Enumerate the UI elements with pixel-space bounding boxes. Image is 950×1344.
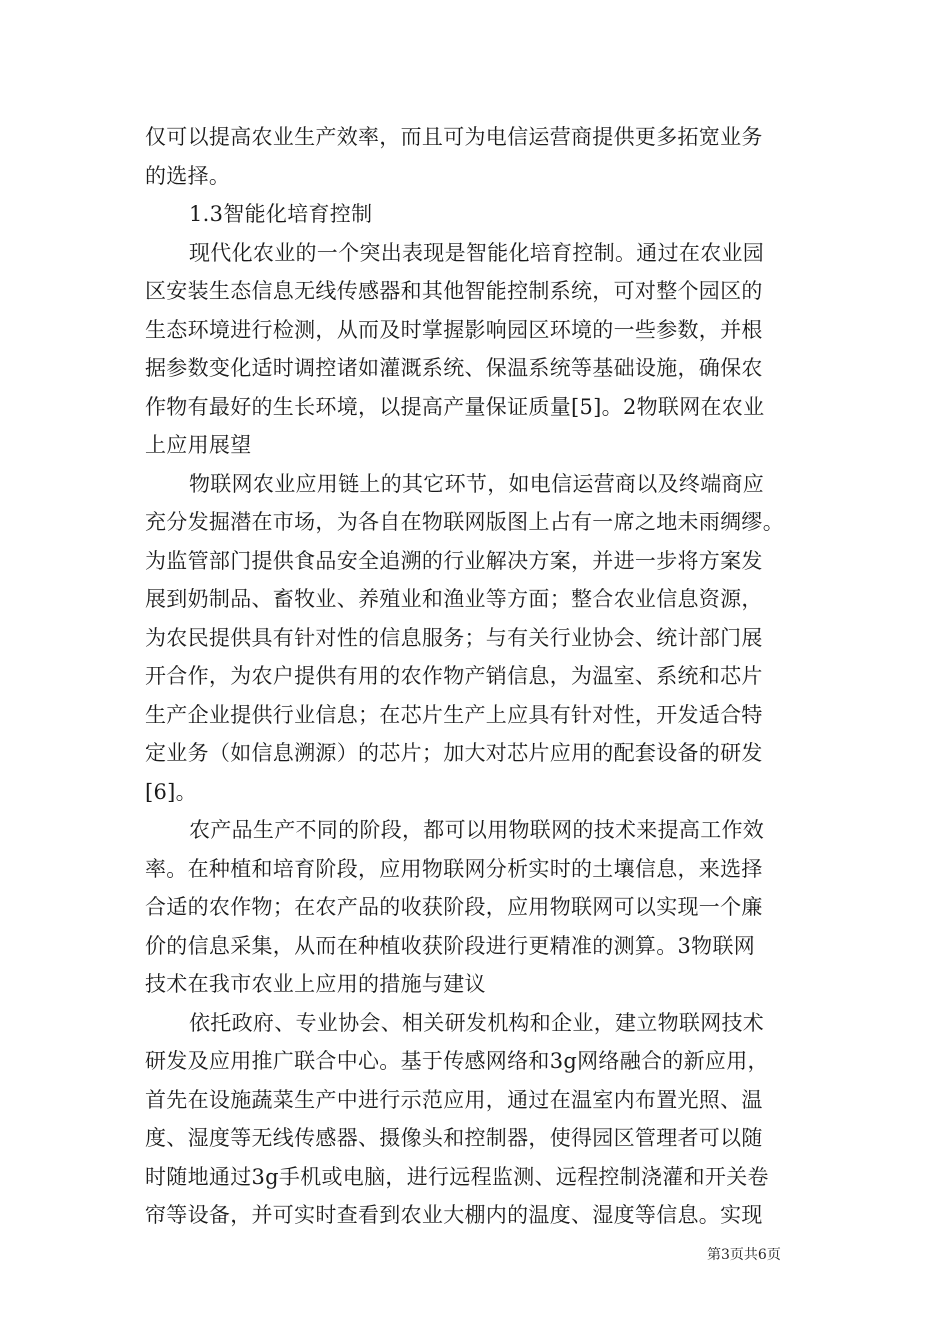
text-line: 展到奶制品、畜牧业、养殖业和渔业等方面；整合农业信息资源， [145,587,763,611]
text-line: [6]。 [145,779,197,804]
text-line: 物联网农业应用链上的其它环节，如电信运营商以及终端商应 [189,471,765,496]
text-line: 区安装生态信息无线传感器和其他智能控制系统，可对整个园区的 [145,279,763,303]
text-line: 开合作，为农户提供有用的农作物产销信息，为温室、系统和芯片 [145,664,763,688]
text-line: 研发及应用推广联合中心。基于传感网络和3g网络融合的新应用， [145,1049,769,1073]
text-line: 生产企业提供行业信息；在芯片生产上应具有针对性，开发适合特 [145,702,763,727]
text-line: 为监管部门提供食品安全追溯的行业解决方案，并进一步将方案发 [145,548,763,573]
document-body [145,118,810,1235]
text-line: 依托政府、专业协会、相关研发机构和企业，建立物联网技术 [189,1010,765,1035]
text-line: 合适的农作物；在农产品的收获阶段，应用物联网可以实现一个廉 [145,895,763,919]
text-line: 为农民提供具有针对性的信息服务；与有关行业协会、统计部门展 [145,625,763,650]
text-line: 据参数变化适时调控诸如灌溉系统、保温系统等基础设施，确保农 [145,356,763,380]
text-line: 帘等设备，并可实时查看到农业大棚内的温度、湿度等信息。实现 [145,1203,763,1227]
text-line: 度、湿度等无线传感器、摄像头和控制器，使得园区管理者可以随 [145,1126,763,1150]
text-line: 作物有最好的生长环境，以提高产量保证质量[5]。2物联网在农业 [145,394,765,419]
text-line: 首先在设施蔬菜生产中进行示范应用，通过在温室内布置光照、温 [145,1087,763,1112]
text-line: 农产品生产不同的阶段，都可以用物联网的技术来提高工作效 [189,818,765,842]
text-line: 价的信息采集，从而在种植收获阶段进行更精准的测算。3物联网 [145,933,756,958]
text-line: 时随地通过3g手机或电脑，进行远程监测、远程控制浇灌和开关卷 [145,1164,769,1189]
section-heading: 1.3智能化培育控制 [189,202,373,226]
text-line: 仅可以提高农业生产效率，而且可为电信运营商提供更多拓宽业务 [145,125,763,149]
text-line: 定业务（如信息溯源）的芯片；加大对芯片应用的配套设备的研发 [145,741,763,765]
text-line: 率。在种植和培育阶段，应用物联网分析实时的土壤信息，来选择 [145,856,763,881]
text-line: 充分发掘潜在市场，为各自在物联网版图上占有一席之地未雨绸缪。 [145,510,784,534]
text-line: 生态环境进行检测，从而及时掌握影响园区环境的一些参数，并根 [145,317,763,342]
page-number: 第3页共6页 [707,1247,781,1263]
text-line: 现代化农业的一个突出表现是智能化培育控制。通过在农业园 [189,240,765,265]
text-line: 的选择。 [145,163,231,188]
text-line: 技术在我市农业上应用的措施与建议 [145,972,486,996]
text-line: 上应用展望 [145,433,252,457]
